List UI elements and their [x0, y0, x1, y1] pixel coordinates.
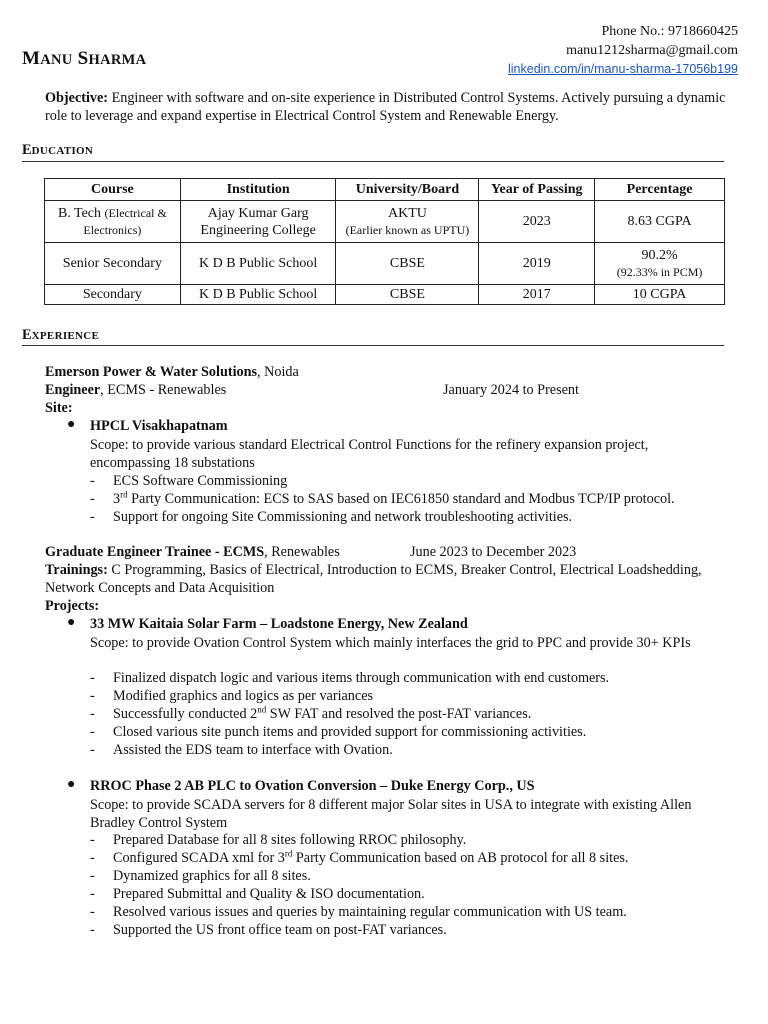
list-item: - Supported the US front office team on post-FAT variances.: [90, 922, 447, 938]
education-table: [44, 178, 725, 305]
list-item: - Resolved various issues and queries by maintaining regular communication with US team.: [90, 904, 627, 920]
list-item: - ECS Software Commissioning: [90, 473, 288, 489]
education-divider: [22, 161, 724, 162]
education-header-row: [45, 179, 725, 201]
list-item: - Assisted the EDS team to interface with Ovation.: [90, 742, 393, 758]
project-scope: Scope: to provide Ovation Control System which mainly interfaces the grid to PPC and provide 30+ KPIs: [90, 635, 691, 651]
company-location: , Noida: [257, 364, 299, 380]
role-trainee: Graduate Engineer Trainee - ECMS, Renewables: [45, 544, 340, 560]
list-item: - Dynamized graphics for all 8 sites.: [90, 868, 311, 884]
projects-label: Projects:: [45, 598, 100, 614]
site-scope: Scope: to provide various standard Electrical Control Functions for the refinery expansion project, encompassing 18 substations: [90, 437, 649, 471]
email-address: manu1212sharma@gmail.com: [566, 43, 738, 58]
course-cell: B. Tech (Electrical & Electronics): [45, 201, 181, 243]
bullet-icon: ●: [67, 777, 76, 792]
education-heading: EDUCATION: [22, 142, 94, 158]
trainings: Trainings: C Programming, Basics of Electrical, Introduction to ECMS, Breaker Control, Electrical Loadshedding, Network Concepts and Data Acquisition: [45, 562, 702, 596]
objective-label: Objective:: [45, 90, 109, 106]
percentage-cell: 8.63 CGPA: [595, 201, 725, 243]
table-row: [45, 285, 725, 305]
list-item: - Finalized dispatch logic and various items through communication with end customers.: [90, 670, 610, 686]
course-cell: Secondary: [45, 285, 181, 305]
site-label: Site:: [45, 400, 73, 416]
bullet-icon: ●: [67, 615, 76, 630]
board-cell: AKTU (Earlier known as UPTU): [336, 201, 479, 243]
board-cell: CBSE: [336, 285, 479, 305]
list-item: - Configured SCADA xml for 3rd Party Communication based on AB protocol for all 8 sites.: [90, 848, 629, 866]
percentage-cell: 10 CGPA: [595, 285, 725, 305]
year-cell: 2017: [479, 285, 595, 305]
experience-divider: [22, 345, 724, 346]
objective-text: Engineer with software and on-site experience in Distributed Control Systems. Actively pursuing a dynamic role to leverage and expand expertise in Electrical Control System and Renewable Energy.: [45, 90, 726, 124]
board-cell: CBSE: [336, 243, 479, 285]
institution-cell: K D B Public School: [180, 243, 336, 285]
header-course: Course: [45, 179, 181, 201]
list-item: - Support for ongoing Site Commissioning and network troubleshooting activities.: [90, 509, 573, 525]
course-cell: Senior Secondary: [45, 243, 181, 285]
list-item: - Prepared Submittal and Quality & ISO documentation.: [90, 886, 425, 902]
header-percentage: Percentage: [595, 179, 725, 201]
contact-block: [508, 22, 738, 79]
project-name: RROC Phase 2 AB PLC to Ovation Conversion – Duke Energy Corp., US: [90, 778, 535, 794]
role-engineer: Engineer, ECMS - Renewables: [45, 382, 227, 398]
company-line: [45, 363, 299, 381]
role-engineer-dates: January 2024 to Present: [443, 382, 579, 398]
institution-cell: K D B Public School: [180, 285, 336, 305]
experience-heading: EXPERIENCE: [22, 327, 100, 343]
table-row: [45, 243, 725, 285]
table-row: [45, 201, 725, 243]
phone-number: Phone No.: 9718660425: [601, 24, 738, 39]
list-item: - Prepared Database for all 8 sites following RROC philosophy.: [90, 832, 467, 848]
site-name: HPCL Visakhapatnam: [90, 418, 228, 434]
bullet-icon: ●: [67, 417, 76, 432]
list-item: - Modified graphics and logics as per variances: [90, 688, 374, 704]
project-scope: Scope: to provide SCADA servers for 8 different major Solar sites in USA to integrate with existing Allen Bradley Control System: [90, 797, 692, 831]
institution-cell: Ajay Kumar Garg Engineering College: [180, 201, 336, 243]
header-year: Year of Passing: [479, 179, 595, 201]
objective-paragraph: [45, 89, 735, 125]
year-cell: 2019: [479, 243, 595, 285]
list-item: - 3rd Party Communication: ECS to SAS based on IEC61850 standard and Modbus TCP/IP protocol.: [90, 489, 675, 507]
candidate-name: MANU SHARMA: [22, 48, 147, 69]
percentage-cell: 90.2% (92.33% in PCM): [595, 243, 725, 285]
list-item: - Closed various site punch items and provided support for commissioning activities.: [90, 724, 587, 740]
header-institution: Institution: [180, 179, 336, 201]
role-trainee-dates: June 2023 to December 2023: [410, 544, 577, 560]
list-item: - Successfully conducted 2nd SW FAT and resolved the post-FAT variances.: [90, 704, 532, 722]
project-name: 33 MW Kaitaia Solar Farm – Loadstone Energy, New Zealand: [90, 616, 468, 632]
company-name: Emerson Power & Water Solutions: [45, 364, 258, 380]
header-board: University/Board: [336, 179, 479, 201]
year-cell: 2023: [479, 201, 595, 243]
linkedin-link[interactable]: linkedin.com/in/manu-sharma-17056b199: [508, 62, 738, 76]
